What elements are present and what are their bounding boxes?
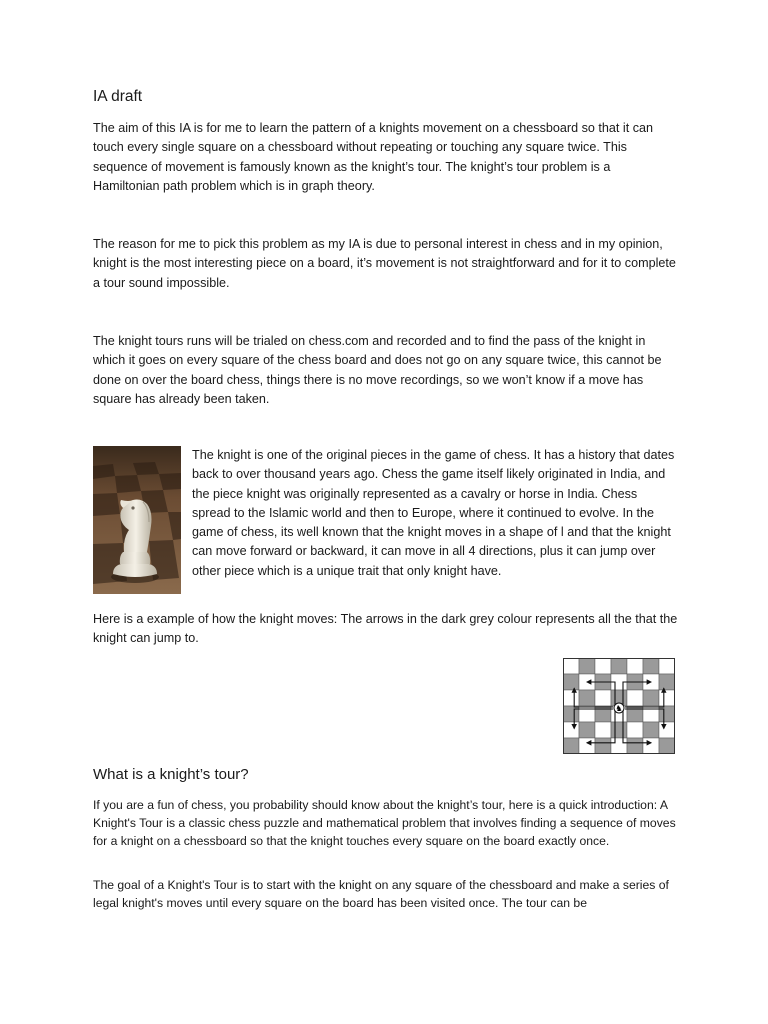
section-heading-knights-tour: What is a knight’s tour?: [93, 766, 249, 783]
knight-photo-icon: [93, 446, 181, 594]
paragraph-method: The knight tours runs will be trialed on chess.com and recorded and to find the pass of the knight in which it goes on every square of the chess board and does not go on any square twice, this cannot be done on over the board chess, things there is no move recordings, so we won’t know if a move has square has already been taken.: [93, 334, 662, 406]
paragraph-history: The knight is one of the original pieces in the game of chess. It has a history that dates back to over thousand years ago. Chess the game itself likely originated in India, and the piece knight was originally represented as a cavalry or horse in India. Chess spread to the Islamic world and then to Europe, where it continued to evolve. In the game of chess, its well known that the knight moves in a shape of l and that the knight can move forward or backward, it can move in all 4 directions, plus it can jump over other piece which is a unique trait that only knight have.: [192, 448, 675, 578]
knight-glyph-icon: ♞: [615, 704, 623, 713]
document-title: IA draft: [93, 88, 143, 105]
paragraph-goal: The goal of a Knight's Tour is to start with the knight on any square of the chessboard and make a series of legal knight's moves until every square on the board has been visited once. The tour can be: [93, 878, 669, 910]
paragraph-intro: If you are a fun of chess, you probability should know about the knight’s tour, here is a quick introduction: A Knight's Tour is a classic chess puzzle and mathematical problem that involves finding a sequence of moves for a knight on a chessboard so that the knight touches every square on the board exactly once.: [93, 798, 676, 848]
paragraph-aim: The aim of this IA is for me to learn the pattern of a knights movement on a chessboard so that it can touch every single square on a chessboard without repeating or touching any square twice. This sequence of movement is famously known as the knight’s tour. The knight’s tour problem is a Hamiltonian path problem which is in graph theory.: [93, 121, 654, 193]
paragraph-reason: The reason for me to pick this problem as my IA is due to personal interest in chess and in my opinion, knight is the most interesting piece on a board, it’s movement is not straightforward and for it to complete a tour sound impossible.: [93, 237, 676, 290]
paragraph-example: Here is a example of how the knight moves: The arrows in the dark grey colour represents all the that the knight can jump to.: [93, 612, 678, 646]
knight-move-diagram-icon: [563, 658, 675, 759]
